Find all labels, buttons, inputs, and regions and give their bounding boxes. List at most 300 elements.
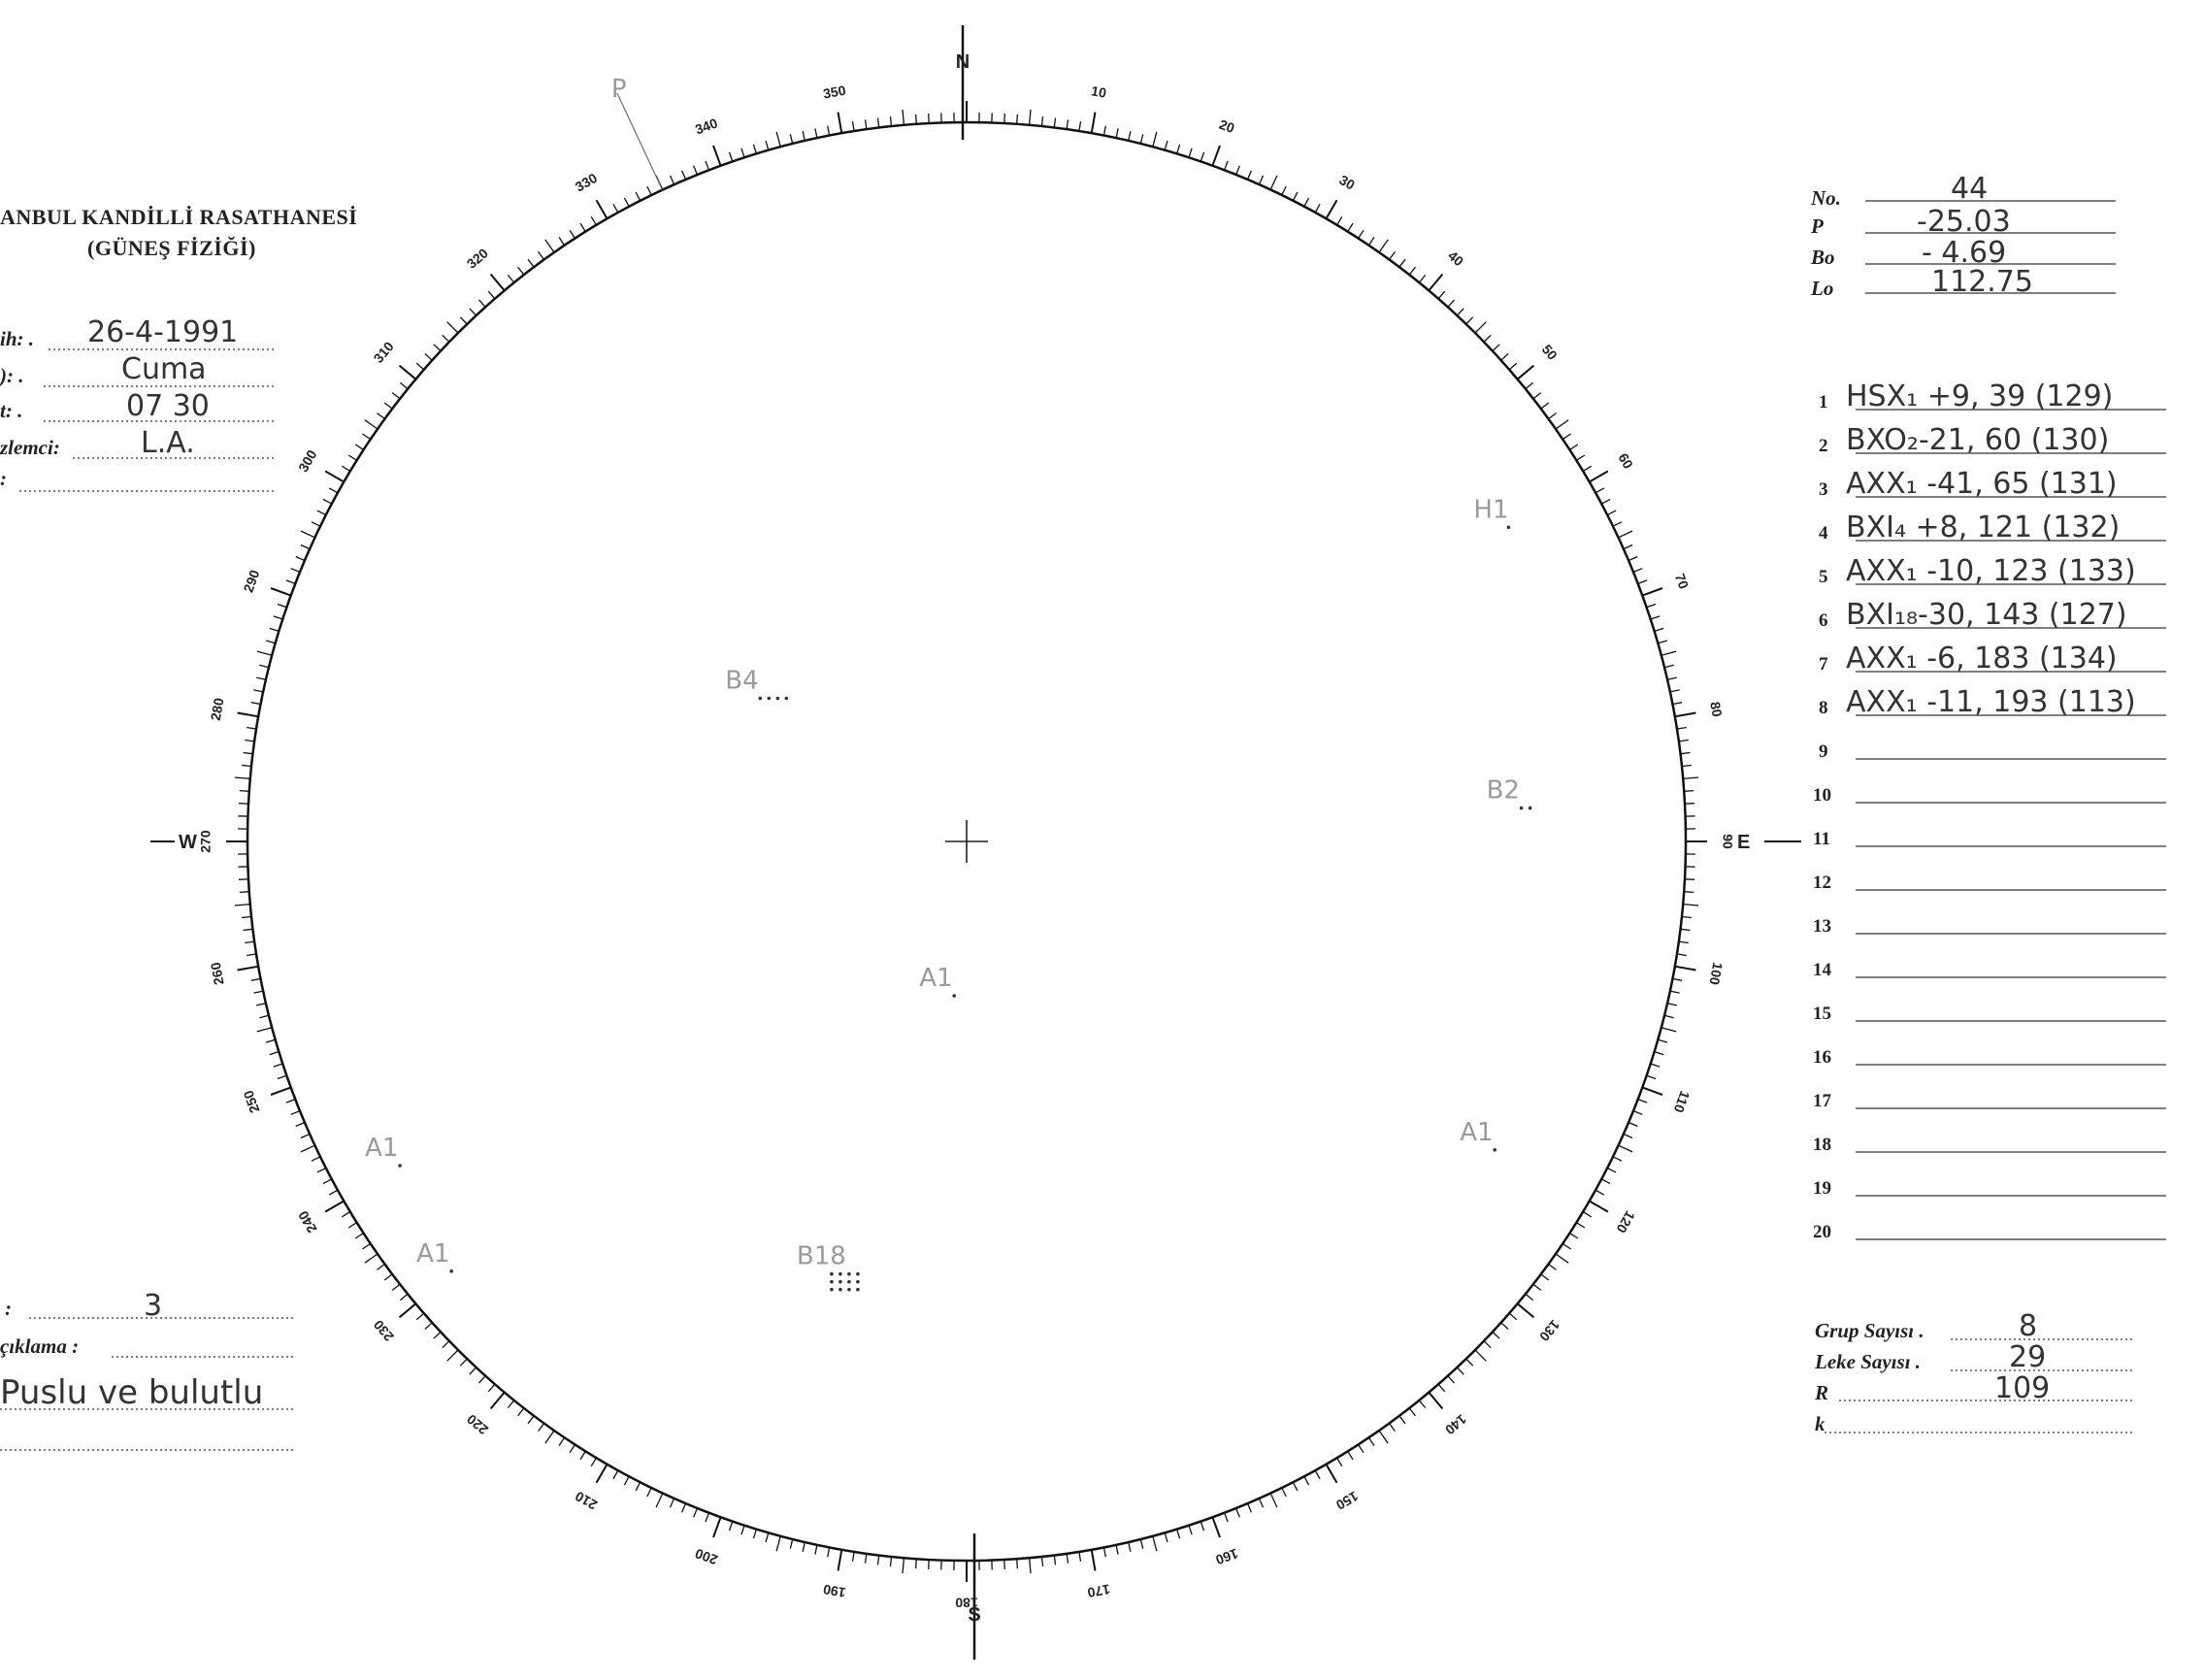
degree-tick	[1017, 1559, 1018, 1568]
degree-tick	[278, 1075, 287, 1078]
degree-tick	[271, 588, 291, 596]
degree-tick	[1670, 690, 1680, 692]
degree-tick	[416, 1313, 424, 1320]
degree-label: 100	[1706, 961, 1727, 987]
degree-tick	[239, 804, 248, 805]
degree-label: 170	[1086, 1581, 1112, 1601]
degree-tick	[1651, 616, 1661, 619]
degree-tick	[1457, 1367, 1464, 1374]
group-row-number: 10	[1813, 785, 1831, 806]
degree-tick	[392, 1284, 400, 1290]
sunspot-dot	[776, 697, 780, 701]
degree-tick	[256, 677, 266, 679]
group-list	[1813, 379, 2166, 1242]
degree-tick	[488, 291, 495, 299]
degree-tick	[323, 499, 332, 504]
degree-tick	[479, 1376, 486, 1383]
sunspot-dot	[759, 697, 763, 701]
degree-tick	[1658, 1039, 1667, 1042]
degree-tick	[384, 1274, 392, 1280]
degree-tick	[591, 216, 596, 225]
degree-tick	[1379, 240, 1388, 252]
degree-tick	[1683, 777, 1698, 778]
group-row-number: 16	[1813, 1047, 1831, 1068]
degree-tick	[377, 1265, 384, 1270]
degree-tick	[317, 1168, 326, 1172]
degree-tick	[1619, 531, 1633, 538]
degree-tick	[266, 1039, 276, 1042]
degree-tick	[259, 665, 269, 667]
degree-tick	[400, 1294, 408, 1300]
degree-tick	[270, 628, 280, 631]
solar-disk	[150, 25, 1801, 1660]
degree-tick	[1259, 1499, 1263, 1507]
degree-tick	[1493, 1332, 1499, 1338]
degree-tick	[766, 1532, 769, 1542]
group-row-number: 12	[1813, 873, 1831, 893]
degree-tick	[240, 791, 249, 792]
degree-label: 260	[207, 961, 227, 987]
degree-tick	[1685, 879, 1694, 880]
degree-tick	[1165, 1532, 1168, 1542]
degree-tick	[1590, 472, 1608, 482]
extra-label: :	[0, 467, 7, 490]
degree-tick	[425, 354, 432, 361]
degree-label: 190	[821, 1581, 847, 1601]
day-label: ): .	[0, 364, 24, 387]
sunspot-dot	[856, 1280, 860, 1284]
degree-tick	[1672, 703, 1682, 705]
group-row-number: 1	[1819, 392, 1828, 412]
degree-tick	[597, 1465, 608, 1483]
degree-label: 70	[1671, 571, 1693, 591]
degree-tick	[1672, 978, 1682, 980]
sunspot-dot	[839, 1272, 842, 1276]
degree-tick	[1642, 1087, 1662, 1095]
degree-label: 120	[1613, 1208, 1638, 1236]
degree-tick	[1624, 545, 1632, 549]
bottom-left-fields	[0, 1289, 293, 1450]
group-row-entry: AXX₁ -6, 183 (134)	[1846, 642, 2118, 675]
degree-tick	[803, 131, 805, 141]
degree-tick	[1004, 114, 1005, 123]
sunspot-dot	[847, 1272, 851, 1276]
degree-tick	[325, 1202, 344, 1212]
degree-tick	[1684, 892, 1694, 893]
degree-tick	[839, 1550, 842, 1571]
r-value: 109	[1994, 1371, 2051, 1405]
degree-tick	[1270, 176, 1277, 190]
degree-tick	[1638, 1100, 1647, 1104]
degree-tick	[1337, 1458, 1342, 1466]
degree-tick	[1390, 251, 1396, 259]
degree-tick	[1293, 1482, 1298, 1491]
sunspot-dot	[1520, 807, 1524, 810]
sunspot-group	[797, 1242, 860, 1292]
degree-tick	[753, 1530, 756, 1539]
degree-tick	[286, 580, 295, 584]
degree-tick	[1448, 300, 1455, 307]
sunspot-group	[416, 1239, 453, 1273]
degree-tick	[1682, 917, 1692, 918]
degree-label: 80	[1707, 700, 1726, 718]
degree-tick	[1236, 1508, 1240, 1517]
degree-tick	[460, 317, 467, 324]
degree-tick	[296, 557, 305, 561]
degree-tick	[434, 1332, 441, 1338]
degree-tick	[1601, 499, 1610, 504]
degree-label: 280	[207, 696, 227, 722]
degree-label: 30	[1336, 171, 1358, 193]
degree-tick	[1399, 259, 1405, 267]
degree-tick	[1518, 366, 1534, 379]
degree-tick	[766, 141, 769, 150]
seeing-label: :	[5, 1297, 12, 1320]
degree-tick	[1327, 200, 1337, 218]
east-label: E	[1737, 832, 1751, 853]
r-label: R	[1815, 1381, 1829, 1404]
degree-tick	[929, 114, 930, 123]
degree-tick	[1576, 455, 1585, 460]
sunspot-dot	[1507, 526, 1511, 530]
degree-tick	[247, 728, 256, 730]
degree-label: 20	[1217, 115, 1237, 137]
degree-tick	[470, 309, 477, 315]
degree-tick	[460, 1359, 467, 1366]
spot-count-label: Leke Sayısı .	[1815, 1350, 1922, 1373]
degree-tick	[1153, 1536, 1157, 1551]
degree-tick	[1638, 580, 1647, 584]
degree-label: 350	[821, 82, 847, 102]
degree-tick	[1225, 161, 1229, 170]
degree-tick	[317, 511, 326, 515]
degree-tick	[1153, 132, 1157, 147]
degree-tick	[400, 1303, 416, 1317]
sunspot-label: A1	[919, 964, 953, 993]
param-bo-label: Bo	[1811, 246, 1835, 269]
degree-tick	[1079, 1552, 1081, 1562]
pole-label: P	[610, 74, 627, 104]
sunspot-dot	[830, 1288, 834, 1292]
remarks-label: çıklama :	[0, 1334, 80, 1358]
degree-tick	[1613, 1157, 1622, 1161]
degree-tick	[624, 1476, 629, 1485]
degree-tick	[1419, 275, 1425, 282]
degree-tick	[1448, 1376, 1455, 1383]
degree-tick	[815, 1545, 817, 1555]
degree-tick	[671, 176, 674, 184]
degree-tick	[539, 1424, 544, 1432]
degree-tick	[1658, 641, 1667, 643]
degree-tick	[301, 1134, 310, 1137]
degree-label: 130	[1536, 1317, 1563, 1345]
group-row-entry: BXI₄ +8, 121 (132)	[1846, 511, 2121, 544]
degree-tick	[1541, 403, 1549, 409]
degree-tick	[591, 1458, 596, 1466]
sunspot-dot	[856, 1288, 860, 1292]
sunspot-dot	[839, 1280, 842, 1284]
degree-tick	[815, 128, 817, 138]
degree-tick	[1595, 488, 1604, 493]
degree-tick	[329, 1190, 338, 1195]
degree-tick	[362, 1243, 370, 1249]
degree-tick	[1628, 557, 1637, 561]
degree-tick	[528, 1416, 534, 1424]
sunspot-dot	[1493, 1148, 1497, 1152]
group-count-value: 8	[2019, 1309, 2038, 1343]
department-title: (GÜNEŞ FİZİĞİ)	[87, 236, 256, 260]
sunspot-label: A1	[416, 1238, 450, 1268]
degree-tick	[342, 466, 350, 471]
degree-tick	[443, 335, 449, 342]
degree-tick	[348, 455, 357, 460]
degree-tick	[741, 1526, 744, 1535]
sunspot-dot	[398, 1164, 402, 1168]
degree-tick	[1368, 237, 1374, 245]
degree-label: 230	[370, 1317, 397, 1345]
degree-tick	[1030, 110, 1031, 125]
degree-tick	[1556, 420, 1568, 429]
degree-tick	[1054, 1556, 1055, 1565]
degree-tick	[656, 1494, 663, 1508]
degree-tick	[443, 1341, 449, 1348]
sunspot-dot	[847, 1280, 851, 1284]
degree-tick	[1675, 713, 1696, 717]
group-row-number: 15	[1813, 1004, 1831, 1024]
degree-tick	[1509, 1313, 1517, 1320]
degree-tick	[1348, 1451, 1353, 1460]
degree-label: 210	[572, 1488, 600, 1513]
degree-tick	[613, 1470, 618, 1479]
sunspot-dot	[449, 1269, 453, 1273]
degree-tick	[1129, 131, 1131, 141]
degree-tick	[1664, 1015, 1674, 1017]
degree-tick	[1624, 1134, 1632, 1137]
degree-tick	[291, 569, 300, 573]
degree-tick	[238, 713, 259, 717]
degree-label: 320	[463, 245, 491, 272]
left-fields	[0, 315, 274, 491]
degree-tick	[694, 166, 698, 175]
sunspot-label: B4	[725, 666, 759, 696]
degree-tick	[1628, 1123, 1637, 1127]
degree-tick	[559, 237, 565, 245]
degree-tick	[528, 259, 534, 267]
degree-tick	[242, 917, 251, 918]
degree-tick	[713, 146, 721, 166]
degree-tick	[1647, 605, 1657, 608]
degree-tick	[1681, 753, 1691, 754]
degree-tick	[682, 1503, 686, 1512]
degree-tick	[1140, 1539, 1142, 1549]
degree-tick	[866, 119, 867, 129]
degree-tick	[323, 1179, 332, 1184]
sunspot-label: H1	[1473, 495, 1509, 525]
k-label: k	[1815, 1412, 1826, 1435]
degree-label: 160	[1213, 1545, 1240, 1568]
degree-tick	[1675, 967, 1696, 971]
degree-tick	[274, 616, 283, 619]
spot-count-value: 29	[2009, 1340, 2047, 1374]
degree-tick	[1661, 651, 1676, 655]
degree-tick	[570, 1445, 575, 1453]
group-row-number: 5	[1819, 567, 1828, 587]
degree-tick	[447, 1350, 458, 1361]
degree-label: 50	[1538, 341, 1561, 363]
degree-label: 10	[1090, 82, 1108, 101]
degree-tick	[1201, 1522, 1203, 1532]
degree-tick	[1607, 511, 1616, 515]
degree-tick	[1409, 1408, 1415, 1416]
degree-tick	[1613, 522, 1622, 526]
degree-tick	[741, 148, 744, 158]
degree-tick	[1563, 434, 1570, 440]
degree-tick	[790, 134, 792, 144]
degree-tick	[580, 223, 585, 232]
degree-tick	[362, 434, 370, 440]
degree-tick	[286, 1100, 295, 1104]
degree-tick	[1030, 1558, 1031, 1573]
degree-tick	[296, 1123, 305, 1127]
degree-tick	[365, 420, 378, 429]
degree-tick	[636, 192, 641, 201]
degree-tick	[1348, 223, 1353, 232]
pole-line	[617, 93, 661, 186]
degree-label: 220	[463, 1411, 491, 1438]
degree-tick	[776, 132, 780, 147]
degree-tick	[559, 1437, 565, 1445]
degree-tick	[803, 1542, 805, 1552]
degree-tick	[1590, 1202, 1608, 1212]
seeing-value: 3	[144, 1289, 163, 1323]
degree-tick	[1054, 118, 1055, 128]
degree-tick	[1419, 1400, 1425, 1408]
group-row-number: 6	[1819, 610, 1828, 631]
parameters	[1810, 172, 2116, 300]
degree-tick	[790, 1539, 792, 1549]
degree-tick	[1664, 665, 1674, 667]
group-row-entry: AXX₁ -10, 123 (133)	[1846, 554, 2136, 588]
degree-tick	[1017, 115, 1018, 124]
degree-tick	[1165, 141, 1168, 150]
degree-tick	[1293, 192, 1298, 201]
param-lo-label: Lo	[1811, 277, 1834, 300]
sunspot-dot	[856, 1272, 860, 1276]
degree-tick	[447, 322, 458, 333]
degree-tick	[1248, 171, 1252, 180]
degree-tick	[853, 121, 855, 131]
degree-tick	[242, 766, 251, 767]
degree-tick	[1501, 354, 1508, 361]
degree-tick	[518, 1408, 524, 1416]
degree-tick	[1315, 1470, 1320, 1479]
group-row-number: 2	[1819, 436, 1828, 456]
degree-tick	[1549, 413, 1557, 419]
sunspot-dot	[952, 994, 956, 998]
degree-tick	[636, 1482, 641, 1491]
degree-tick	[1682, 766, 1692, 767]
degree-tick	[365, 1254, 378, 1263]
day-value: Cuma	[121, 352, 207, 386]
degree-tick	[1493, 345, 1499, 351]
group-row-number: 7	[1819, 654, 1828, 675]
degree-tick	[1177, 145, 1180, 154]
degree-tick	[1633, 1111, 1642, 1115]
degree-tick	[244, 929, 253, 930]
degree-tick	[1563, 1243, 1570, 1249]
degree-tick	[1518, 1303, 1534, 1317]
degree-tick	[730, 1522, 733, 1532]
degree-tick	[903, 110, 904, 125]
degree-tick	[1225, 1513, 1229, 1522]
degree-tick	[1092, 113, 1096, 134]
degree-tick	[392, 393, 400, 399]
degree-tick	[853, 1552, 855, 1562]
degree-tick	[274, 1064, 283, 1067]
degree-tick	[1116, 128, 1118, 138]
sunspot-dot	[785, 697, 789, 701]
degree-tick	[301, 531, 315, 538]
degree-tick	[694, 1508, 698, 1517]
degree-tick	[1526, 382, 1533, 388]
degree-tick	[929, 1560, 930, 1569]
degree-tick	[1533, 1284, 1541, 1290]
degree-tick	[240, 892, 249, 893]
degree-tick	[1004, 1560, 1005, 1569]
degree-tick	[400, 366, 416, 379]
degree-tick	[271, 1087, 291, 1095]
degree-tick	[1647, 1075, 1657, 1078]
degree-tick	[257, 651, 272, 655]
group-row-entry: AXX₁ -41, 65 (131)	[1846, 467, 2118, 501]
degree-label: 290	[240, 568, 263, 595]
degree-tick	[1681, 929, 1691, 930]
degree-tick	[1667, 677, 1677, 679]
degree-tick	[238, 967, 259, 971]
degree-tick	[1509, 363, 1517, 370]
degree-tick	[377, 413, 384, 419]
degree-tick	[1116, 1545, 1118, 1555]
degree-label: 150	[1333, 1488, 1362, 1513]
degree-tick	[671, 1499, 674, 1507]
degree-tick	[706, 1513, 709, 1522]
degree-tick	[251, 978, 261, 980]
group-row-number: 18	[1813, 1135, 1831, 1155]
degree-tick	[1667, 1004, 1677, 1005]
degree-tick	[570, 230, 575, 238]
sunspot-dot	[839, 1288, 842, 1292]
degree-tick	[539, 251, 544, 259]
time-label: t: .	[0, 399, 23, 422]
degree-tick	[1685, 804, 1694, 805]
degree-tick	[434, 345, 441, 351]
degree-tick	[1595, 1190, 1604, 1195]
sunspot-dot	[1529, 807, 1532, 810]
degree-tick	[1484, 335, 1491, 342]
sunspot-group	[725, 667, 788, 701]
degree-tick	[1661, 1028, 1676, 1032]
degree-tick	[1236, 166, 1240, 175]
degree-tick	[348, 1223, 357, 1228]
degree-tick	[1466, 317, 1473, 324]
degree-tick	[1677, 954, 1687, 956]
degree-tick	[1484, 1341, 1491, 1348]
degree-tick	[1607, 1168, 1616, 1172]
degree-tick	[312, 1157, 320, 1161]
degree-tick	[597, 200, 608, 218]
degree-tick	[903, 1558, 904, 1573]
degree-tick	[256, 1004, 266, 1005]
